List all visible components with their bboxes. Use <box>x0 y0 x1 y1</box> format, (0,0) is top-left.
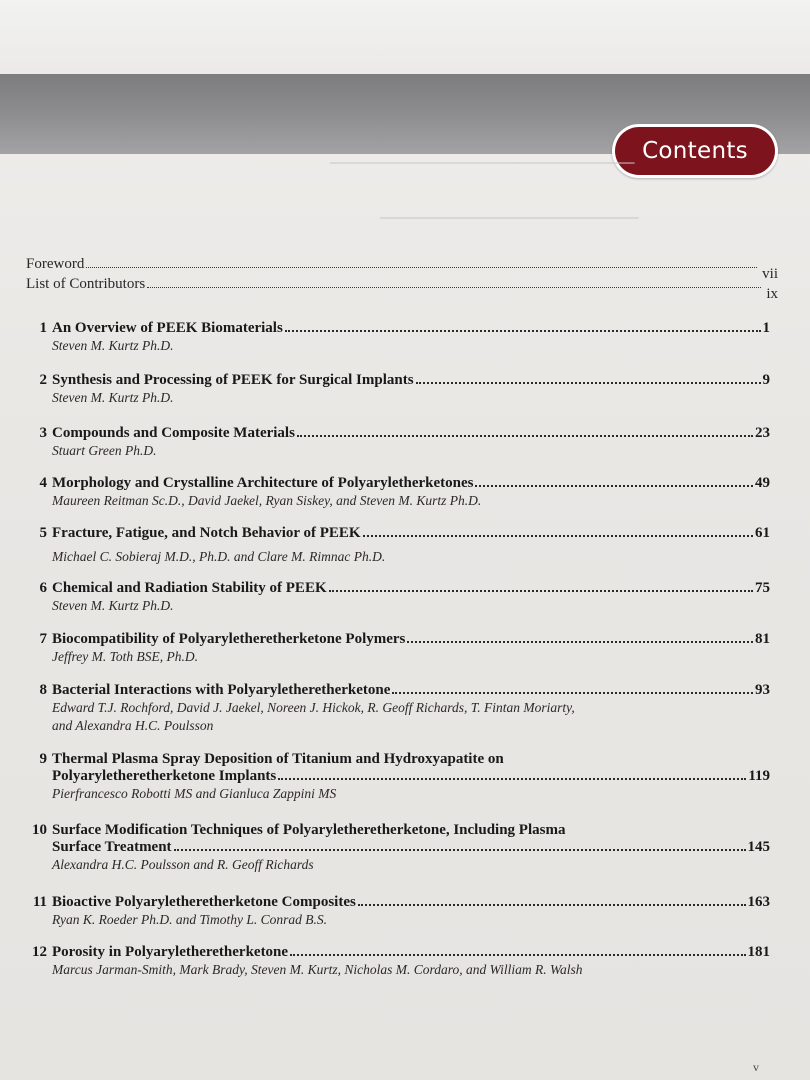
chapter-title: An Overview of PEEK Biomaterials <box>52 320 283 336</box>
leader-dots <box>174 849 746 851</box>
leader-dots <box>475 485 753 487</box>
chapter-number: 7 <box>39 631 47 647</box>
chapter-authors: Jeffrey M. Toth BSE, Ph.D. <box>52 649 198 664</box>
chapter-page: 9 <box>762 372 770 388</box>
leader-dots <box>297 435 753 437</box>
facing-page-edge <box>0 0 810 74</box>
chapter-authors: Ryan K. Roeder Ph.D. and Timothy L. Conrad B.S. <box>52 912 327 927</box>
chapter-number: 6 <box>39 580 47 596</box>
toc-list-of-contributors[interactable] <box>26 276 778 302</box>
chapter-title: Surface Modification Techniques of Polyaryletheretherketone, Including Plasma <box>52 822 566 838</box>
toc-chapter-2[interactable] <box>24 372 770 407</box>
chapter-page: 61 <box>755 525 770 541</box>
chapter-number: 4 <box>39 475 47 491</box>
page-title: Contents <box>642 138 748 164</box>
chapter-authors: Edward T.J. Rochford, David J. Jaekel, Noreen J. Hickok, R. Geoff Richards, T. Fintan Moriarty, <box>52 700 575 715</box>
chapter-authors: Steven M. Kurtz Ph.D. <box>52 338 174 353</box>
chapter-title: Bacterial Interactions with Polyaryletheretherketone <box>52 682 391 698</box>
chapter-number: 9 <box>39 751 47 767</box>
page-folio: v <box>753 1060 759 1074</box>
chapter-page: 145 <box>747 839 770 855</box>
chapter-title: Porosity in Polyaryletheretherketone <box>52 944 289 960</box>
chapter-title: Thermal Plasma Spray Deposition of Titanium and Hydroxyapatite on <box>52 751 504 767</box>
chapter-authors: Steven M. Kurtz Ph.D. <box>52 390 174 405</box>
leader-dots <box>363 535 753 537</box>
chapter-number: 2 <box>39 372 47 388</box>
chapter-number: 3 <box>39 425 47 441</box>
chapter-number: 5 <box>39 525 47 541</box>
toc-chapter-10[interactable] <box>24 822 770 874</box>
toc-chapter-9[interactable] <box>24 751 770 803</box>
chapter-number: 10 <box>32 822 47 838</box>
chapter-authors: Steven M. Kurtz Ph.D. <box>52 598 174 613</box>
chapter-number: 12 <box>32 944 47 960</box>
chapter-page: 23 <box>755 425 770 441</box>
chapter-authors-continued: and Alexandra H.C. Poulsson <box>52 718 214 733</box>
chapter-page: 75 <box>755 580 770 596</box>
chapter-title: Compounds and Composite Materials <box>52 425 295 441</box>
chapter-authors: Marcus Jarman-Smith, Mark Brady, Steven M. Kurtz, Nicholas M. Cordaro, and William R. Walsh <box>52 962 583 977</box>
chapter-title-continued: Surface Treatment <box>52 839 172 855</box>
contents-tab <box>612 124 778 178</box>
leader-dots <box>329 590 753 592</box>
chapter-page: 181 <box>747 944 770 960</box>
chapter-authors: Alexandra H.C. Poulsson and R. Geoff Richards <box>52 857 314 872</box>
chapter-number: 1 <box>39 320 47 336</box>
leader-dots <box>147 287 761 288</box>
chapter-authors: Stuart Green Ph.D. <box>52 443 157 458</box>
toc-foreword[interactable] <box>26 256 778 282</box>
toc-chapter-7[interactable] <box>24 631 770 666</box>
chapter-authors: Maureen Reitman Sc.D., David Jaekel, Ryan Siskey, and Steven M. Kurtz Ph.D. <box>52 493 482 508</box>
chapter-title: Synthesis and Processing of PEEK for Surgical Implants <box>52 372 414 388</box>
toc-entry-title: Foreword <box>26 256 85 272</box>
leader-dots <box>392 692 753 694</box>
toc-chapter-8[interactable] <box>24 682 770 735</box>
chapter-number: 11 <box>32 894 47 910</box>
leader-dots <box>86 267 757 268</box>
leader-dots <box>358 904 746 906</box>
leader-dots <box>290 954 745 956</box>
show-through-text: ▁▁▁▁▁▁▁▁▁▁▁▁▁▁▁▁▁▁▁▁▁▁▁▁▁▁▁▁ <box>380 205 639 219</box>
leader-dots <box>285 330 761 332</box>
toc-chapter-5[interactable] <box>24 525 770 566</box>
chapter-title: Fracture, Fatigue, and Notch Behavior of PEEK <box>52 525 361 541</box>
chapter-page: 81 <box>755 631 770 647</box>
chapter-title-continued: Polyaryletheretherketone Implants <box>52 768 277 784</box>
toc-chapter-11[interactable] <box>24 894 770 929</box>
chapter-page: 163 <box>747 894 770 910</box>
contents-tab-fill <box>615 127 775 175</box>
chapter-title: Chemical and Radiation Stability of PEEK <box>52 580 327 596</box>
toc-entry-title: List of Contributors <box>26 276 146 292</box>
leader-dots <box>416 382 761 384</box>
chapter-page: 119 <box>748 768 770 784</box>
chapter-page: 49 <box>755 475 770 491</box>
leader-dots <box>407 641 753 643</box>
toc-chapter-12[interactable] <box>24 944 770 979</box>
toc-chapter-6[interactable] <box>24 580 770 615</box>
chapter-page: 1 <box>762 320 770 336</box>
toc-chapter-1[interactable] <box>24 320 770 355</box>
leader-dots <box>278 778 746 780</box>
chapter-authors: Pierfrancesco Robotti MS and Gianluca Zappini MS <box>52 786 337 801</box>
chapter-number: 8 <box>39 682 47 698</box>
toc-page-number: vii <box>762 266 778 282</box>
toc-page-number: ix <box>766 286 778 302</box>
toc-chapter-4[interactable] <box>24 475 770 510</box>
toc-chapter-3[interactable] <box>24 425 770 460</box>
chapter-page: 93 <box>755 682 770 698</box>
show-through-text: ▁▁▁▁▁▁▁▁▁▁▁▁▁▁▁▁▁▁▁▁▁▁▁▁▁▁▁▁▁▁▁▁▁ <box>330 150 635 164</box>
chapter-title: Biocompatibility of Polyaryletheretherketone Polymers <box>52 631 406 647</box>
chapter-title: Morphology and Crystalline Architecture of Polyaryletherketones <box>52 475 474 491</box>
chapter-authors: Michael C. Sobieraj M.D., Ph.D. and Clare M. Rimnac Ph.D. <box>52 549 386 564</box>
chapter-title: Bioactive Polyaryletheretherketone Composites <box>52 894 356 910</box>
